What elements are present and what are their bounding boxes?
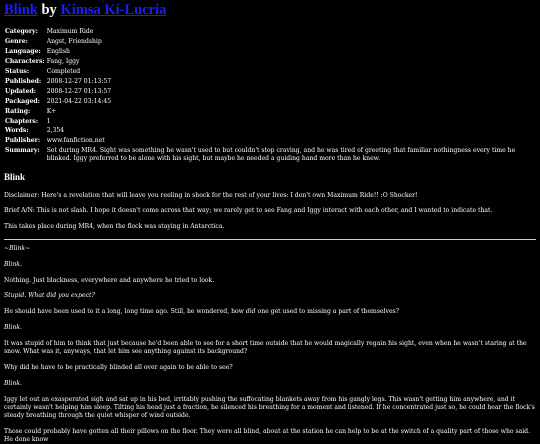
metadata-key: Status:	[5, 68, 30, 76]
story-title-heading	[4, 2, 536, 19]
metadata-row	[5, 78, 536, 88]
story-title-link[interactable]: Blink	[4, 2, 38, 18]
author-note-paragraph: Brief A/N: This is not slash. I hope it doesn't come across that way; we rarely get to see Fang and Iggy interact with each other, and I wanted to indicate that.	[4, 207, 493, 215]
metadata-key: Publisher:	[5, 137, 41, 145]
metadata-key: Packaged:	[5, 97, 40, 105]
section-divider	[4, 239, 536, 240]
metadata-value: 1	[46, 117, 51, 125]
metadata-key: Category:	[5, 28, 38, 36]
metadata-value: 2008-12-27 01:13:57	[46, 87, 112, 95]
metadata-value: Completed	[46, 68, 81, 76]
metadata-row	[5, 108, 536, 118]
metadata-row	[5, 127, 536, 137]
metadata-row	[5, 118, 536, 128]
story-paragraph: Stupid. What did you expect?	[4, 292, 95, 300]
metadata-value: 2,354	[46, 127, 65, 135]
story-paragraph: He should have been used to it a long, long time ago. Still, he wondered, how did one get used to missing a part of themselves?	[4, 308, 399, 316]
metadata-key: Language:	[5, 48, 41, 56]
story-paragraph: Iggy let out an exasperated sigh and sat up in his bed, irritably pushing the suffocating blankets away from his gangly legs. This wasn't getting him anywhere, and it certainly wasn't helping him sleep. Tilting his head just a fraction, he silenced his breathing for a moment and listened. If he concentrated just so, he could hear the flock's steady breathing through the quiet whisper of wind outside.	[4, 395, 535, 419]
setting-paragraph: This takes place during MR4, when the flock was staying in Antarctica.	[4, 223, 225, 231]
story-paragraph: Blink.	[4, 379, 22, 387]
metadata-value: 2021-04-22 03:14:45	[46, 97, 112, 105]
metadata-row	[5, 147, 536, 165]
metadata-value: Fang, Iggy	[46, 58, 80, 66]
metadata-key: Words:	[5, 127, 29, 135]
metadata-key: Characters:	[5, 58, 45, 66]
metadata-row	[5, 137, 536, 147]
section-title: ~Blink~	[4, 244, 31, 252]
metadata-row	[5, 88, 536, 98]
disclaimer-paragraph: Disclaimer: Here's a revelation that will leave you reeling in shock for the rest of your lives: I don't own Maximum Ride!! :O Shocker!	[4, 191, 418, 199]
metadata-row	[5, 58, 536, 68]
metadata-value: 2008-12-27 01:13:57	[46, 77, 112, 85]
metadata-row	[5, 38, 536, 48]
chapter-heading: Blink	[4, 172, 26, 183]
metadata-key: Updated:	[5, 87, 36, 95]
metadata-value: Maximum Ride	[46, 28, 94, 36]
story-paragraph: Blink.	[4, 260, 22, 268]
metadata-row	[5, 28, 536, 38]
metadata-row	[5, 68, 536, 78]
story-paragraph: Nothing. Just blackness, everywhere and anywhere he tried to look.	[4, 276, 215, 284]
metadata-table	[5, 28, 536, 165]
metadata-value: Set during MR4. Sight was something he wasn't used to but couldn't stop craving, and he was tired of greeting that familiar nothingness every time he blinked. Iggy preferred to be alone with his sight, but maybe he needed a guiding hand more than he knew.	[46, 147, 516, 163]
metadata-row	[5, 48, 536, 58]
story-paragraph: It was stupid of him to think that just because he'd been able to see for a short time outside that he would magically regain his sight, even when he wasn't staring at the snow. What was it, anyways, that let him see anything against its background?	[4, 339, 527, 356]
metadata-key: Summary:	[5, 147, 40, 155]
metadata-value: English	[46, 48, 70, 56]
metadata-value: www.fanfiction.net	[46, 137, 105, 145]
metadata-key: Rating:	[5, 107, 31, 115]
author-link[interactable]: Kimsa Ki-Lucria	[60, 2, 167, 18]
story-paragraph: Why did he have to be practically blinded all over again to be able to see?	[4, 363, 233, 371]
story-paragraph: Blink.	[4, 324, 22, 332]
metadata-key: Chapters:	[5, 117, 39, 125]
metadata-value: Angst, Friendship	[46, 38, 102, 46]
by-text: by	[37, 2, 61, 18]
metadata-value: K+	[46, 107, 57, 115]
metadata-key: Genre:	[5, 38, 28, 46]
metadata-key: Published:	[5, 77, 42, 85]
story-paragraph: Those could probably have gotten all their pillows on the floor. They were all blind, about at the station he can help to be at the switch of a quality part of those who said. He done know	[4, 427, 531, 443]
metadata-row	[5, 98, 536, 108]
